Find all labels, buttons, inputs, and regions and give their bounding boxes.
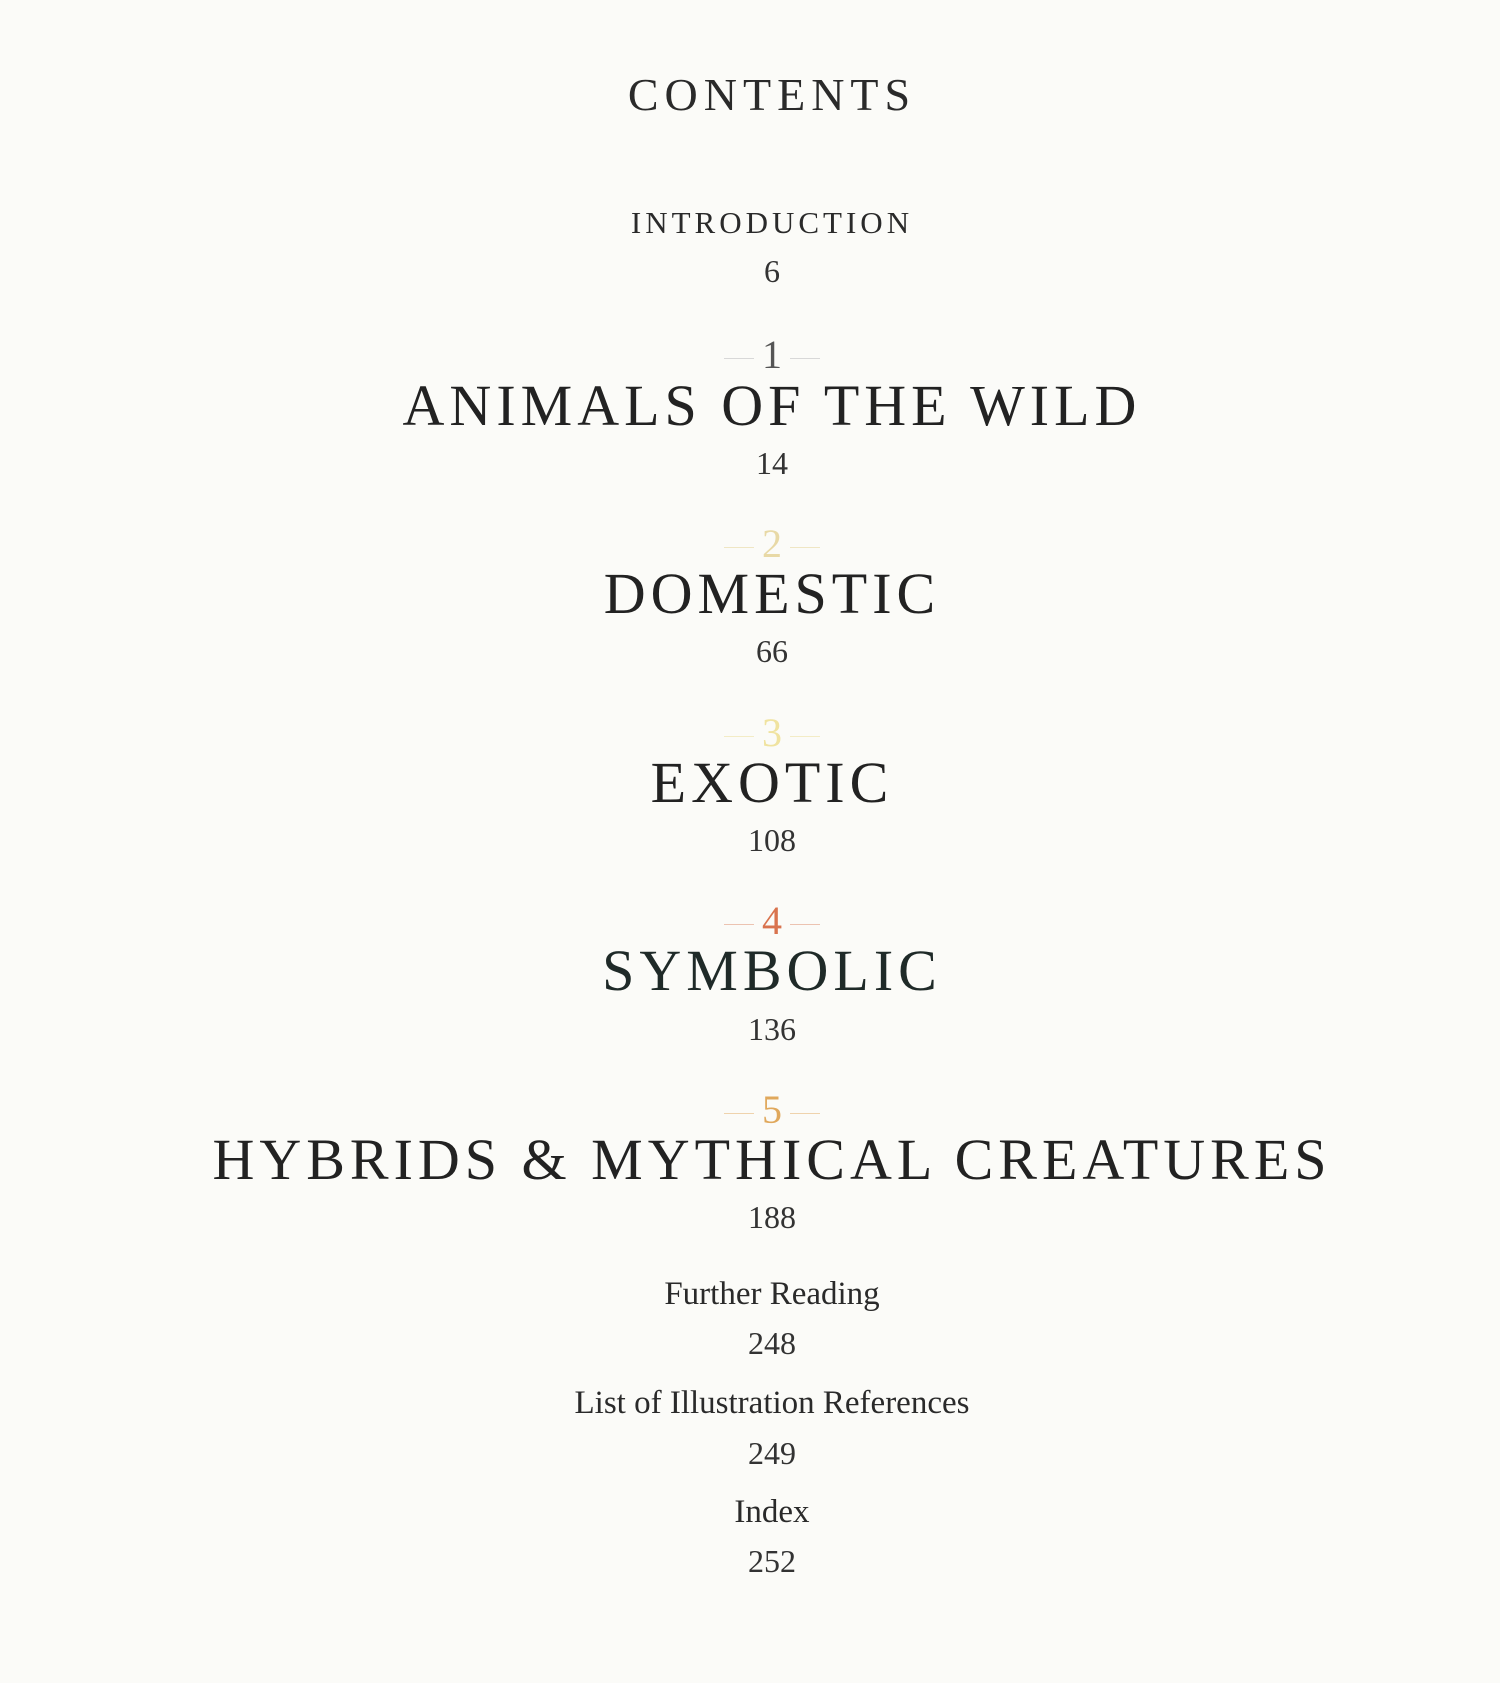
introduction-page: 6 [764,253,780,289]
chapter-5-title[interactable]: HYBRIDS & MYTHICAL CREATURES [212,1127,1332,1192]
chapter-2-page: 66 [756,633,788,669]
chapter-number-text: 5 [762,1087,782,1132]
index-page: 252 [748,1543,796,1579]
chapter-number-text: 1 [762,332,782,377]
dash-right-decoration [790,924,820,925]
dash-left-decoration [724,358,754,359]
chapter-3-title[interactable]: EXOTIC [650,750,894,815]
further-reading-title[interactable]: Further Reading [664,1276,880,1312]
chapter-3-page: 108 [748,822,796,858]
illustration-references-title[interactable]: List of Illustration References [574,1385,970,1421]
page-title: CONTENTS [627,69,917,120]
index-title[interactable]: Index [734,1494,810,1530]
chapter-1-title[interactable]: ANIMALS OF THE WILD [402,373,1142,438]
dash-right-decoration [790,736,820,737]
chapter-number-text: 2 [762,521,782,566]
further-reading-page: 248 [748,1325,796,1361]
dash-right-decoration [790,547,820,548]
dash-left-decoration [724,547,754,548]
dash-left-decoration [724,1113,754,1114]
dash-left-decoration [724,736,754,737]
dash-left-decoration [724,924,754,925]
introduction-title[interactable]: INTRODUCTION [630,205,914,240]
dash-right-decoration [790,358,820,359]
dash-right-decoration [790,1113,820,1114]
chapter-number-text: 4 [762,898,782,943]
chapter-4-page: 136 [748,1011,796,1047]
chapter-2-title[interactable]: DOMESTIC [603,561,941,626]
illustration-references-page: 249 [748,1435,796,1471]
chapter-1-page: 14 [756,445,788,481]
chapter-4-title[interactable]: SYMBOLIC [602,938,942,1003]
chapter-5-page: 188 [748,1199,796,1235]
chapter-number-text: 3 [762,710,782,755]
